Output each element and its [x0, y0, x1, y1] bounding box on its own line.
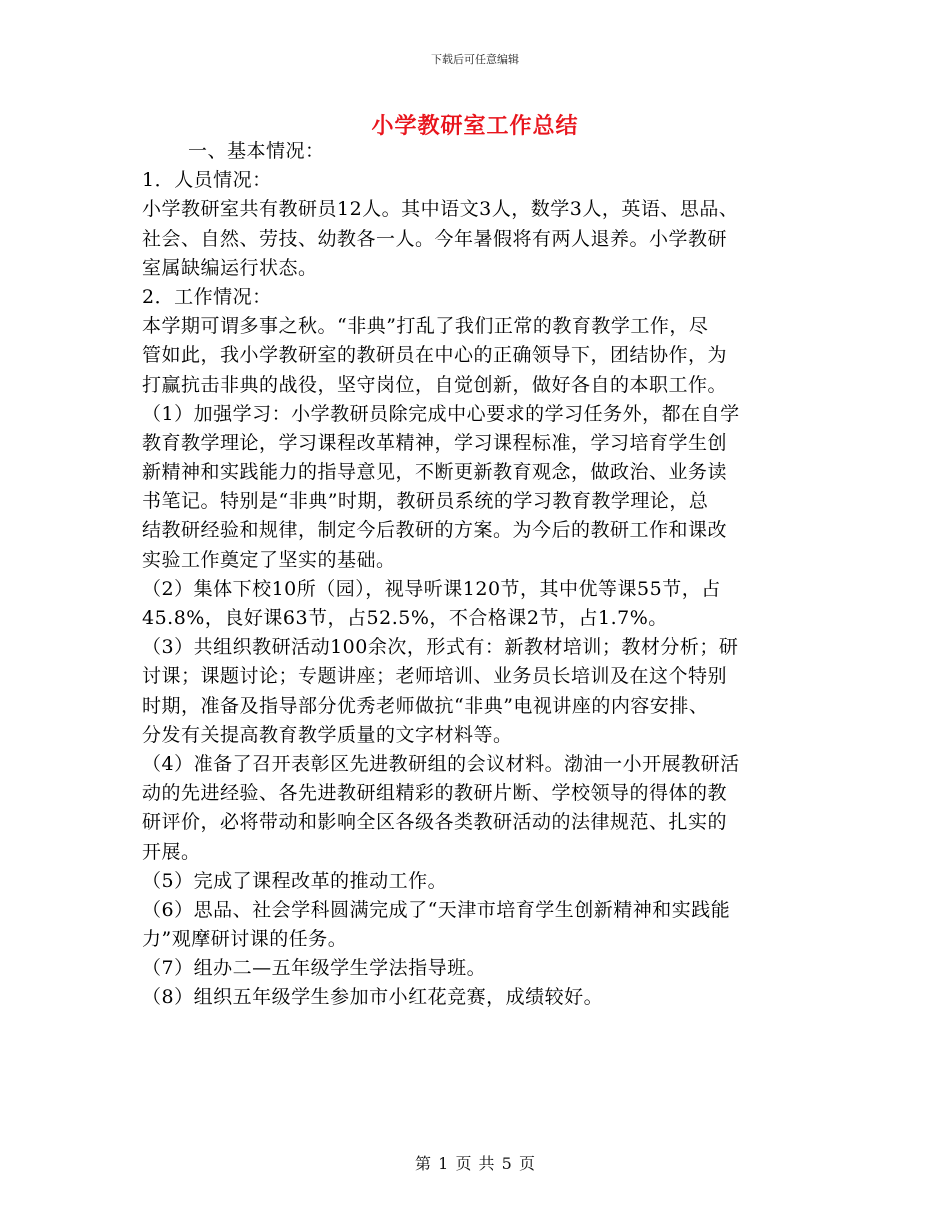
body-line: 时期，准备及指导部分优秀老师做抗“非典”电视讲座的内容安排、 [142, 694, 709, 717]
document-body [142, 137, 814, 1013]
body-line: 打赢抗击非典的战役，坚守岗位，自觉创新，做好各自的本职工作。 [142, 373, 728, 396]
body-line: 管如此，我小学教研室的教研员在中心的正确领导下，团结协作，为 [142, 344, 728, 367]
total-unit: 页 [518, 1154, 535, 1173]
list-item-8: （8）组织五年级学生参加市小红花竞赛，成绩较好。 [142, 986, 604, 1009]
body-line: 社会、自然、劳技、幼教各一人。今年暑假将有两人退养。小学教研 [142, 227, 728, 250]
subheading-work: 2．工作情况： [142, 285, 272, 308]
body-line: 力”观摩研讨课的任务。 [142, 928, 348, 951]
body-line: 讨课；课题讨论；专题讲座；老师培训、业务员长培训及在这个特别 [142, 665, 728, 688]
body-line: 45.8%，良好课63节，占52.5%，不合格课2节，占1.7%。 [142, 607, 668, 629]
document-title: 小学教研室工作总结 [371, 113, 579, 139]
list-item-3: （3）共组织教研活动100余次，形式有：新教材培训；教材分析；研 [142, 636, 739, 659]
page-total: 5 [501, 1154, 512, 1173]
page-unit: 页 [455, 1154, 472, 1173]
body-line: 室属缺编运行状态。 [142, 256, 318, 279]
body-line: 分发有关提高教育教学质量的文字材料等。 [142, 723, 513, 746]
body-line: 动的先进经验、各先进教研组精彩的教研片断、学校领导的得体的教 [142, 782, 728, 805]
list-item-4: （4）准备了召开表彰区先进教研组的会议材料。渤油一小开展教研活 [142, 752, 740, 775]
body-line: 新精神和实践能力的指导意见，不断更新教育观念，做政治、业务读 [142, 461, 728, 484]
body-line: 开展。 [142, 840, 201, 863]
page-header: 下载后可任意编辑 [431, 53, 519, 66]
page-label: 第 [415, 1154, 432, 1173]
section-heading-basic-info: 一、基本情况： [188, 140, 325, 162]
list-item-1: （1）加强学习：小学教研员除完成中心要求的学习任务外，都在自学 [142, 402, 740, 425]
list-item-5: （5）完成了课程改革的推动工作。 [142, 869, 448, 892]
body-line: 小学教研室共有教研员12人。其中语文3人，数学3人，英语、思品、 [142, 198, 739, 221]
list-item-2: （2）集体下校10所（园），视导听课120节，其中优等课55节，占 [142, 577, 721, 600]
list-item-7: （7）组办二—五年级学生学法指导班。 [142, 957, 487, 980]
total-label: 共 [478, 1154, 495, 1173]
page-footer [0, 1154, 950, 1174]
list-item-6: （6）思品、社会学科圆满完成了“天津市培育学生创新精神和实践能 [142, 898, 731, 921]
body-line: 书笔记。特别是“非典”时期，教研员系统的学习教育教学理论，总 [142, 490, 709, 513]
body-line: 结教研经验和规律，制定今后教研的方案。为今后的教研工作和课改 [142, 519, 728, 542]
body-line: 教育教学理论，学习课程改革精神，学习课程标准，学习培育学生创 [142, 431, 728, 454]
body-line: 实验工作奠定了坚实的基础。 [142, 548, 396, 571]
subheading-personnel: 1．人员情况： [142, 169, 272, 192]
body-line: 研评价，必将带动和影响全区各级各类教研活动的法律规范、扎实的 [142, 811, 728, 834]
body-line: 本学期可谓多事之秋。“非典”打乱了我们正常的教育教学工作，尽 [142, 315, 709, 338]
page-current: 1 [438, 1154, 449, 1173]
